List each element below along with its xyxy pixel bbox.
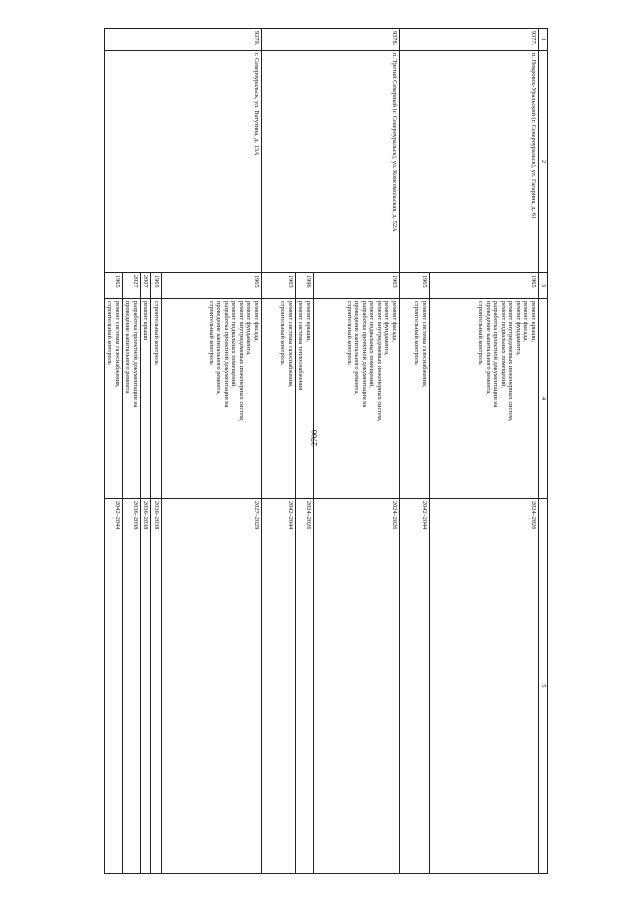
works-cell [104, 299, 122, 499]
work-item: ремонт фасада, [252, 301, 260, 342]
period-cell: 2024–2026 [314, 499, 400, 874]
period-cell: 2036–2038 [140, 499, 151, 874]
work-item: ремонт фундамента, [245, 301, 253, 356]
period-cell: 2036–2038 [122, 499, 140, 874]
header-row [539, 29, 548, 874]
address-cell: п. Третий Северный (г. Североуральск), ул. Комсомольская, д. 52А [261, 51, 399, 273]
period-cell: 2042–2044 [261, 499, 295, 874]
header-cell: 1 [539, 29, 548, 51]
header-cell: 4 [539, 299, 548, 499]
work-item: разработка проектной документации на [360, 301, 368, 408]
works-cell [400, 299, 430, 499]
work-item: ремонт системы газоснабжения, [286, 301, 294, 388]
works-cell [151, 299, 162, 499]
works-cell [261, 299, 295, 499]
address-cell: г. Североуральск, ул. Ватутина, д. 13А [104, 51, 261, 273]
entry-number: 9378. [261, 29, 399, 51]
work-item: ремонт подвальных помещений, [499, 301, 507, 388]
work-item: ремонт фундамента, [514, 301, 522, 356]
address-cell: п. Покровск-Уральский (г. Североуральск), ул. Гагарина, д. 61 [400, 51, 539, 273]
year-cell: 1963 [261, 273, 295, 299]
period-cell: 2042–2044 [400, 499, 430, 874]
year-cell: 2007 [140, 273, 151, 299]
year-cell: 1965 [400, 273, 430, 299]
works-cell [161, 299, 261, 499]
works-cell [122, 299, 140, 499]
work-item: ремонт системы теплоснабжения [297, 301, 305, 391]
work-item: строительный контроль [413, 301, 421, 365]
work-item: ремонт подвальных помещений, [368, 301, 376, 388]
work-item: ремонт системы газоснабжения, [113, 301, 121, 388]
table-body [104, 29, 547, 874]
work-item: ремонт внутридомовых инженерных систем, [237, 301, 245, 422]
year-cell: 2027 [122, 273, 140, 299]
year-cell: 1965 [430, 273, 539, 299]
work-item: строительный контроль [106, 301, 114, 365]
work-item: строительный контроль [477, 301, 485, 365]
work-item: ремонт крыши [142, 301, 150, 341]
work-item: строительный контроль [207, 301, 215, 365]
work-item: ремонт внутридомовых инженерных систем, [507, 301, 515, 422]
capital-repair-table [104, 28, 548, 874]
page-number: 2700 [310, 430, 319, 446]
year-cell: 1965 [104, 273, 122, 299]
header-cell: 3 [539, 273, 548, 299]
work-item: ремонт крыши, [305, 301, 312, 343]
header-cell: 2 [539, 51, 548, 273]
entry-number: 9377. [400, 29, 539, 51]
year-cell: 1965 [161, 273, 261, 299]
entry-number: 9379. [104, 29, 261, 51]
table-row [430, 29, 539, 874]
work-item: разработка проектной документации на [492, 301, 500, 408]
period-cell: 2024–2026 [295, 499, 313, 874]
header-cell: 5 [539, 499, 548, 874]
works-cell [314, 299, 400, 499]
period-cell: 2027–2029 [161, 499, 261, 874]
work-item: ремонт системы газоснабжения, [421, 301, 428, 388]
table-row [314, 29, 400, 874]
period-cell: 2024–2026 [430, 499, 539, 874]
work-item: ремонт фасада, [522, 301, 530, 342]
works-cell [295, 299, 313, 499]
work-item: строительный контроль [345, 301, 353, 365]
work-item: ремонт фундамента, [383, 301, 391, 356]
work-item: ремонт подвальных помещений, [230, 301, 238, 388]
works-cell [140, 299, 151, 499]
work-item: разработка проектной документации на [222, 301, 230, 408]
year-cell: 1996 [295, 273, 313, 299]
work-item: проведение капитального ремонта, [215, 301, 223, 395]
work-item: строительный контроль [279, 301, 287, 365]
work-item: проведение капитального ремонта, [353, 301, 361, 395]
work-item: разработка проектной документации на [131, 301, 139, 408]
period-cell: 2042–2044 [104, 499, 122, 874]
table-row [161, 29, 261, 874]
work-item: проведение капитального ремонта [124, 301, 132, 394]
rotated-table-area [90, 28, 548, 873]
work-item: строительный контроль [152, 301, 160, 365]
works-cell [430, 299, 539, 499]
work-item: ремонт внутридомовых инженерных систем, [375, 301, 383, 422]
work-item: ремонт фасада, [391, 301, 398, 342]
year-cell: 1963 [314, 273, 400, 299]
work-item: проведение капитального ремонта, [484, 301, 492, 395]
work-item: ремонт крыши, [530, 301, 537, 343]
year-cell: 1965 [151, 273, 162, 299]
period-cell: 2036–2038 [151, 499, 162, 874]
